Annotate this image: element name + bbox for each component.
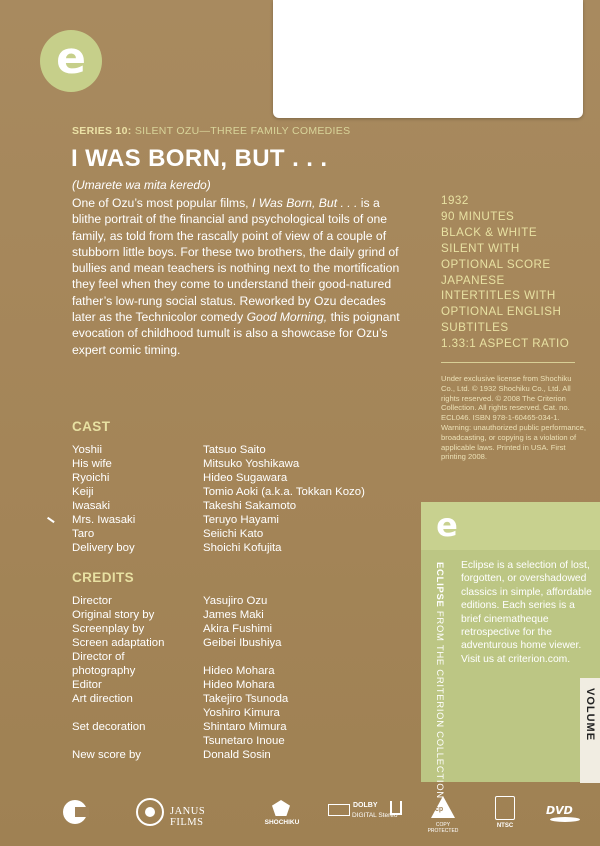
spec-line: OPTIONAL ENGLISH bbox=[441, 305, 562, 319]
film-title: I WAS BORN, BUT . . . bbox=[71, 145, 328, 172]
dvd-text: DVD bbox=[546, 804, 573, 817]
tech-specs bbox=[441, 193, 581, 352]
credit-name: Yoshiro Kimura bbox=[203, 707, 280, 719]
credit-name: Shintaro Mimura bbox=[203, 721, 287, 733]
spec-line: SUBTITLES bbox=[441, 321, 509, 335]
janus-films-logo bbox=[136, 790, 236, 838]
desc-italic-2: Good Morning, bbox=[246, 310, 328, 325]
credit-name: Yasujiro Ozu bbox=[203, 595, 268, 607]
cast-role: His wife bbox=[72, 458, 112, 470]
legal-notice: Under exclusive license from Shochiku Co., Ltd. © 1932 Shochiku Co., Ltd. All rights reserved. © 2008 The Criterion Collection. All rights reserved. Cat. no. ECL046. ISBN 978-1-60465-034-1. Warning: unauthorized public performance, broadcasting, or copying is a violation of applicable laws. Printed in USA. First printing 2008. bbox=[441, 374, 586, 462]
credit-role: Screenplay by bbox=[72, 623, 145, 635]
spec-line: 90 MINUTES bbox=[441, 209, 515, 223]
criterion-logo bbox=[60, 790, 90, 838]
cast-role: Delivery boy bbox=[72, 542, 135, 554]
cast-role: Iwasaki bbox=[72, 500, 110, 512]
volume-strip bbox=[580, 678, 600, 783]
ntsc-text: NTSC bbox=[496, 823, 514, 829]
credit-role: Director of bbox=[72, 651, 125, 663]
credit-role: Art direction bbox=[72, 693, 133, 705]
shochiku-text: SHOCHIKU bbox=[264, 819, 300, 826]
shochiku-logo bbox=[262, 790, 302, 838]
spec-line: BLACK & WHITE bbox=[441, 225, 538, 239]
desc-part-3: this poignant evocation of childhood tumult is also a showcase for Ozu’s expert comic timing. bbox=[72, 310, 400, 357]
credit-name: Akira Fushimi bbox=[203, 623, 272, 635]
criterion-c-icon bbox=[63, 800, 87, 824]
cast-name: Teruyo Hayami bbox=[203, 514, 279, 526]
mono-bracket-icon bbox=[390, 801, 402, 815]
credit-name: James Maki bbox=[203, 609, 264, 621]
dvd-logo bbox=[546, 790, 586, 838]
dolby-text: DOLBY bbox=[353, 802, 378, 809]
spec-line: SILENT WITH bbox=[441, 241, 520, 255]
cast-name: Seiichi Kato bbox=[203, 528, 264, 540]
spec-line: 1932 bbox=[441, 194, 469, 207]
price-sticker bbox=[273, 0, 583, 118]
credit-role: photography bbox=[72, 665, 136, 677]
credit-name: Hideo Mohara bbox=[203, 665, 275, 677]
credit-name: Geibei Ibushiya bbox=[203, 637, 282, 649]
eclipse-vertical-text bbox=[431, 562, 447, 799]
cast-name: Mitsuko Yoshikawa bbox=[203, 458, 300, 470]
cast-heading: CAST bbox=[72, 419, 111, 434]
eclipse-vertical-bold: ECLIPSE bbox=[434, 562, 445, 608]
series-label: SERIES 10: bbox=[72, 125, 132, 137]
credit-role: Original story by bbox=[72, 609, 155, 621]
eclipse-blurb: Eclipse is a selection of lost, forgotten, or overshadowed classics in simple, affordable editions. Each series is a brief cinematheque retrospective for the adventurous home viewer. Visit us at criterion.com. bbox=[461, 560, 592, 665]
eclipse-logo bbox=[40, 30, 102, 92]
volume-text: VOLUME bbox=[584, 688, 596, 742]
cast-role: Yoshii bbox=[72, 444, 102, 456]
eclipse-logo-letter: e bbox=[56, 33, 86, 84]
dvd-disc-icon bbox=[550, 817, 580, 822]
ntsc-logo bbox=[490, 790, 520, 838]
credit-name: Hideo Mohara bbox=[203, 679, 275, 691]
cp-mark: cp bbox=[435, 806, 444, 813]
series-name: SILENT OZU—THREE FAMILY COMEDIES bbox=[134, 125, 351, 137]
divider bbox=[441, 362, 575, 363]
stray-mark bbox=[47, 517, 54, 523]
footer-logos bbox=[0, 790, 600, 840]
dolby-dd-icon bbox=[328, 804, 350, 816]
eclipse-panel-header bbox=[421, 502, 600, 550]
dolby-logo bbox=[328, 790, 408, 838]
janus-text: JANUS FILMS bbox=[170, 806, 206, 828]
cast-name: Tatsuo Saito bbox=[203, 444, 266, 456]
credit-name: Tsunetaro Inoue bbox=[203, 735, 285, 747]
desc-part-2: is a blithe portrait of the financial and psychological toils of one family, as told from the rascally point of view of a couple of stubborn little boys. For these two brothers, the daily grind of bullies and mean teachers is nothing next to the mortification they feel when they come to understand their good-natured father’s low-rung social status. Reworked by Ozu decades later as the Technicolor comedy bbox=[72, 196, 400, 325]
film-description bbox=[72, 195, 402, 358]
dolby-sub-text: DIGITAL Stereo bbox=[352, 812, 398, 819]
spec-line: OPTIONAL SCORE bbox=[441, 257, 551, 271]
series-line bbox=[72, 125, 350, 137]
ntsc-box-icon bbox=[495, 796, 515, 820]
janus-seal-icon bbox=[136, 798, 164, 826]
cast-name: Hideo Sugawara bbox=[203, 472, 288, 484]
credit-role: Set decoration bbox=[72, 721, 146, 733]
cast-name: Takeshi Sakamoto bbox=[203, 500, 297, 512]
copy-protected-logo bbox=[420, 790, 466, 838]
cast-role: Ryoichi bbox=[72, 472, 110, 484]
cast-name: Tomio Aoki (a.k.a. Tokkan Kozo) bbox=[203, 486, 365, 498]
spec-line: JAPANESE bbox=[441, 273, 505, 287]
credit-role: Director bbox=[72, 595, 112, 607]
cast-role: Taro bbox=[72, 528, 95, 540]
cp-text: COPY PROTECTED bbox=[427, 822, 459, 834]
spec-line: 1.33:1 ASPECT RATIO bbox=[441, 337, 570, 351]
credit-role: Editor bbox=[72, 679, 102, 691]
desc-italic-1: I Was Born, But . . . bbox=[251, 196, 358, 210]
credits-heading: CREDITS bbox=[72, 570, 135, 585]
desc-part-1: One of Ozu’s most popular films, bbox=[72, 196, 252, 210]
eclipse-vertical-rest: FROM THE CRITERION COLLECTION bbox=[434, 607, 445, 799]
credit-name: Takejiro Tsunoda bbox=[203, 693, 289, 705]
cast-role: Mrs. Iwasaki bbox=[72, 514, 136, 526]
spec-line: INTERTITLES WITH bbox=[441, 289, 556, 303]
credit-role: New score by bbox=[72, 749, 142, 761]
shochiku-mark-icon bbox=[272, 800, 290, 816]
cast-name: Shoichi Kofujita bbox=[203, 542, 282, 554]
cast-role: Keiji bbox=[72, 486, 94, 498]
original-title: (Umarete wa mita keredo) bbox=[72, 178, 211, 192]
credit-role: Screen adaptation bbox=[72, 637, 165, 649]
credit-name: Donald Sosin bbox=[203, 749, 271, 761]
eclipse-panel-letter: e bbox=[436, 506, 458, 544]
eclipse-panel bbox=[421, 502, 600, 799]
